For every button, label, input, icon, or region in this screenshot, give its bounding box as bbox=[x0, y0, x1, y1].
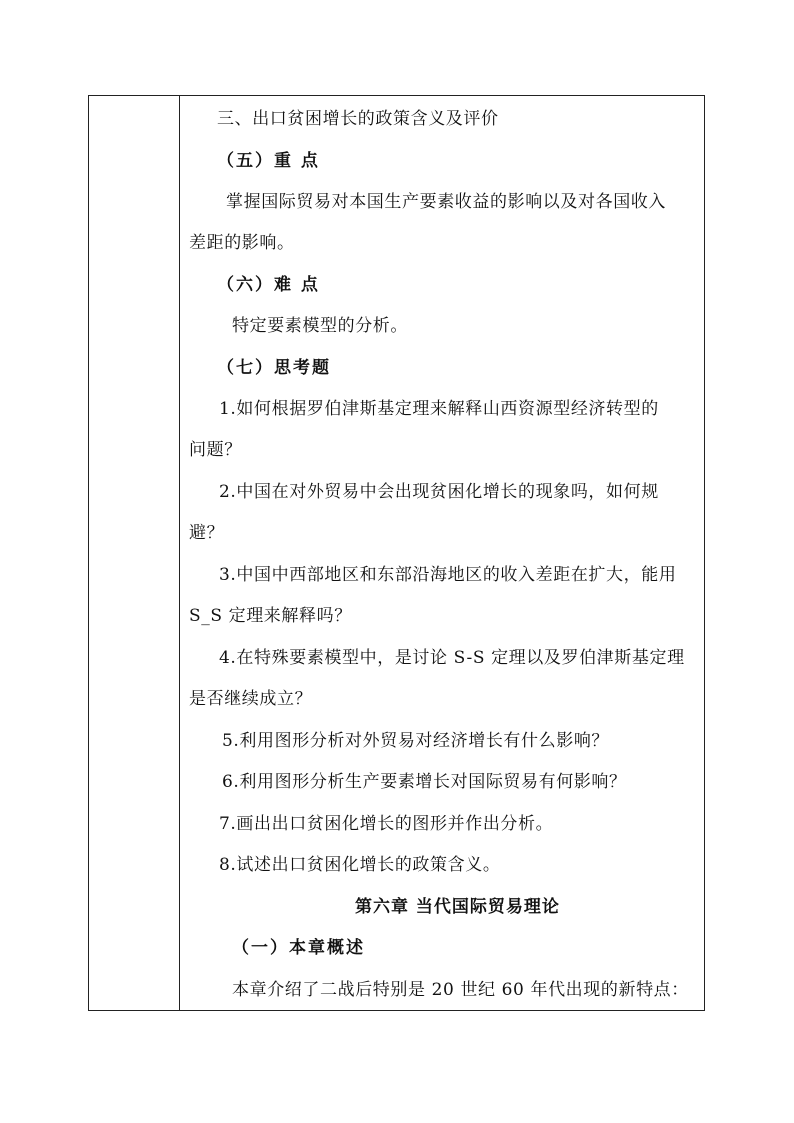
question-3-line1: 3.中国中西部地区和东部沿海地区的收入差距在扩大，能用 bbox=[219, 565, 677, 585]
question-1-line2: 问题？ bbox=[189, 440, 242, 460]
chapter-6-title: 第六章 当代国际贸易理论 bbox=[355, 897, 560, 917]
question-4-line2: 是否继续成立？ bbox=[189, 689, 313, 709]
question-7: 7.画出出口贫困化增长的图形并作出分析。 bbox=[219, 814, 554, 834]
question-8: 8.试述出口贫困化增长的政策含义。 bbox=[219, 855, 501, 875]
question-2-line2: 避？ bbox=[189, 523, 225, 543]
key-points-text-line1: 掌握国际贸易对本国生产要素收益的影响以及对各国收入 bbox=[226, 192, 666, 212]
question-4-line1: 4.在特殊要素模型中，是讨论 S-S 定理以及罗伯津斯基定理 bbox=[219, 648, 685, 668]
table-column-divider bbox=[179, 96, 180, 1010]
chapter-6-overview-text: 本章介绍了二战后特别是 20 世纪 60 年代出现的新特点： bbox=[232, 980, 689, 1000]
questions-heading: （七）思考题 bbox=[217, 358, 331, 378]
question-3-line2: S_S 定理来解释吗？ bbox=[189, 606, 352, 626]
question-6: 6.利用图形分析生产要素增长对国际贸易有何影响？ bbox=[222, 772, 627, 792]
question-1-line1: 1.如何根据罗伯津斯基定理来解释山西资源型经济转型的 bbox=[219, 399, 659, 419]
question-2-line1: 2.中国在对外贸易中会出现贫困化增长的现象吗，如何规 bbox=[219, 482, 659, 502]
difficulties-text: 特定要素模型的分析。 bbox=[232, 316, 408, 336]
key-points-text-line2: 差距的影响。 bbox=[189, 233, 295, 253]
key-points-heading: （五）重 点 bbox=[217, 151, 320, 171]
question-5: 5.利用图形分析对外贸易对经济增长有什么影响？ bbox=[222, 731, 610, 751]
section-3-title: 三、出口贫困增长的政策含义及评价 bbox=[217, 109, 499, 129]
chapter-6-overview-heading: （一）本章概述 bbox=[232, 938, 365, 958]
difficulties-heading: （六）难 点 bbox=[217, 275, 320, 295]
table-left-cell bbox=[89, 96, 179, 1010]
